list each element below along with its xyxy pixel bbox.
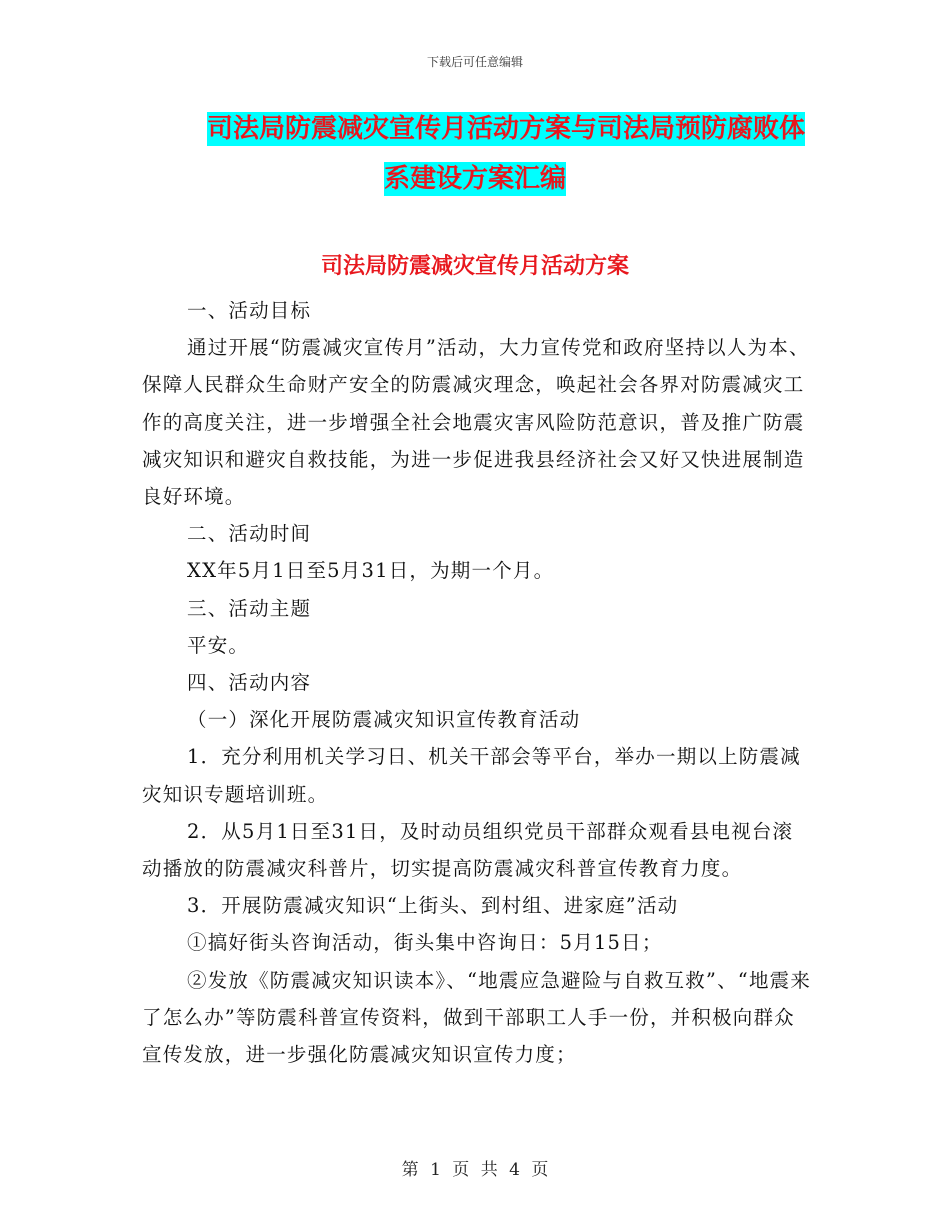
heading-time: 二、活动时间 — [187, 522, 312, 546]
title-line-2: 系建设方案汇编 — [383, 164, 566, 194]
list-item-3: 3．开展防震减灾知识“上街头、到村组、进家庭”活动 — [187, 894, 679, 918]
heading-theme: 三、活动主题 — [187, 596, 312, 620]
document-body — [142, 292, 812, 1073]
document-title — [140, 108, 810, 203]
heading-content: 四、活动内容 — [187, 671, 312, 695]
section-title: 司法局防震减灾宣传月活动方案 — [320, 254, 629, 279]
paragraph-theme: 平安。 — [187, 633, 250, 657]
page-footer: 第 1 页 共 4 页 — [401, 1160, 549, 1180]
sub-item-2: ②发放《防震减灾知识读本》、“地震应急避险与自救互救”、“地震来了怎么办”等防震科普宣传资料，做到干部职工人手一份，并积极向群众宣传发放，进一步强化防震减灾知识宣传力度； — [142, 968, 812, 1067]
paragraph-goal: 通过开展“防震减灾宣传月”活动，大力宣传党和政府坚持以人为本、保障人民群众生命财产安全的防震减灾理念，唤起社会各界对防震减灾工作的高度关注，进一步增强全社会地震灾害风险防范意识，普及推广防震减灾知识和避灾自救技能，为进一步促进我县经济社会又好又快进展制造良好环境。 — [142, 336, 810, 509]
subheading-content-1: （一）深化开展防震减灾知识宣传教育活动 — [187, 708, 581, 732]
list-item-2: 2．从5月1日至31日，及时动员组织党员干部群众观看县电视台滚动播放的防震减灾科普片，切实提高防震减灾科普宣传教育力度。 — [142, 819, 794, 881]
paragraph-time: XX年5月1日至5月31日，为期一个月。 — [187, 559, 555, 583]
list-item-1: 1．充分利用机关学习日、机关干部会等平台，举办一期以上防震减灾知识专题培训班。 — [142, 745, 801, 806]
page-header-note: 下载后可任意编辑 — [426, 55, 523, 69]
title-line-1: 司法局防震减灾宣传月活动方案与司法局预防腐败体 — [206, 114, 805, 144]
sub-item-1: ①搞好街头咨询活动，街头集中咨询日：5月15日； — [187, 931, 663, 955]
heading-goal: 一、活动目标 — [187, 299, 312, 322]
